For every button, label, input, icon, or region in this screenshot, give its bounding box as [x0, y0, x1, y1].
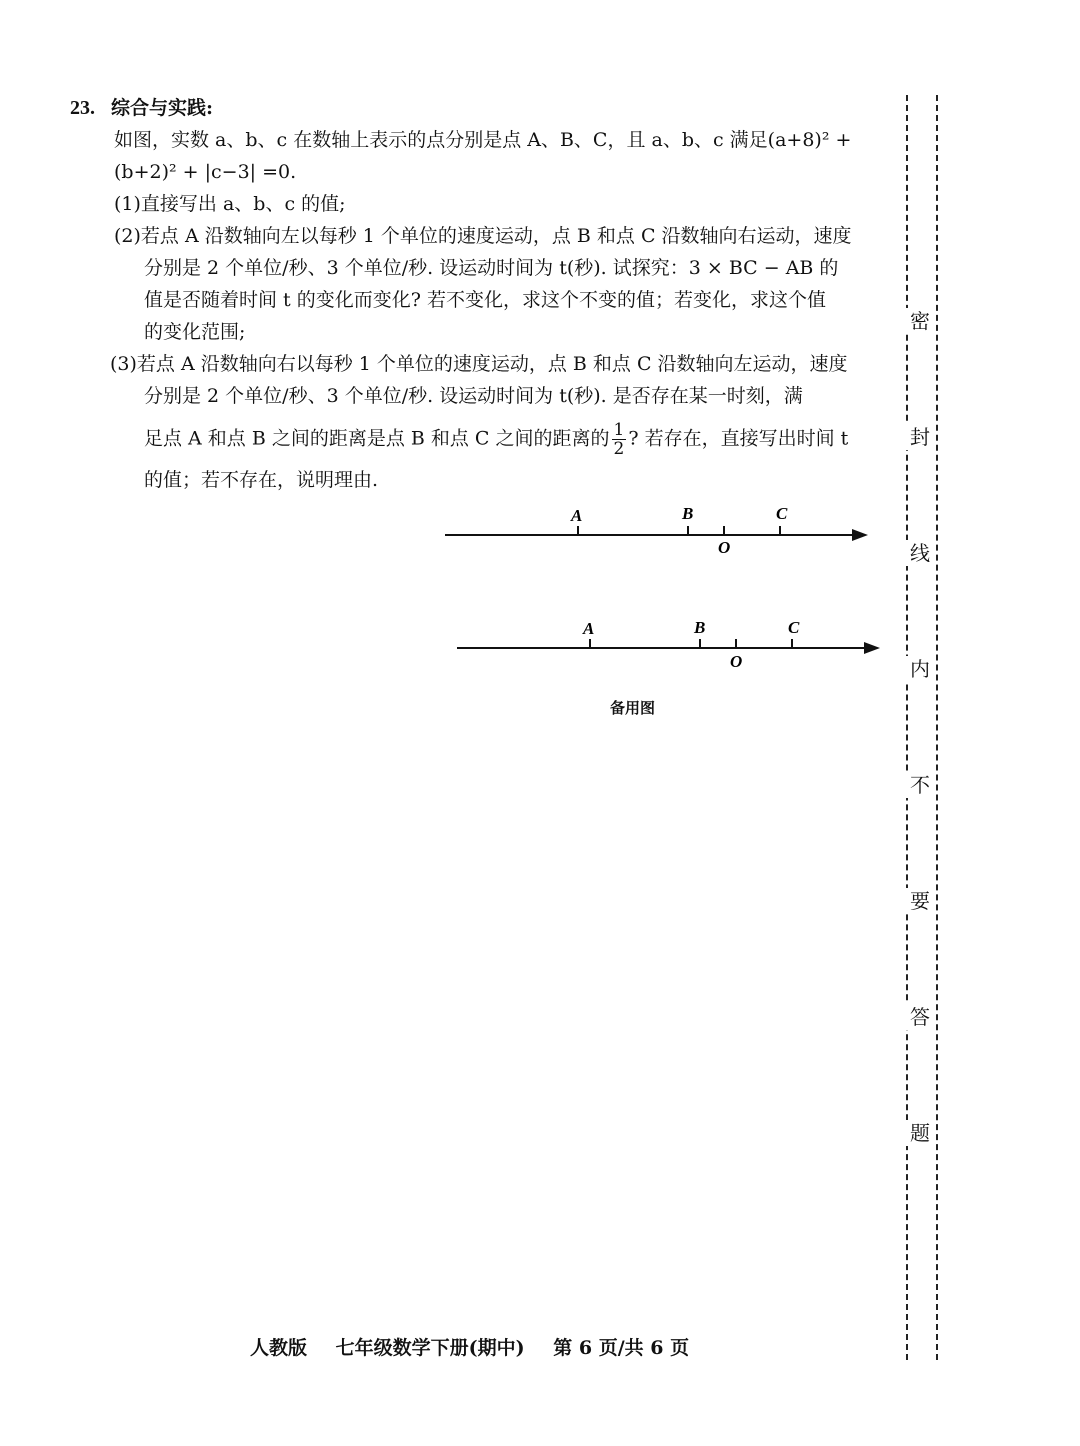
seal-char-7: 答: [905, 1004, 935, 1030]
label-a: A: [583, 619, 595, 638]
seal-dashed-line-left: [906, 95, 908, 1360]
fraction-numerator: 1: [613, 420, 625, 440]
intro-line-1: 如图，实数 a、b、c 在数轴上表示的点分别是点 A、B、C，且 a、b、c 满足(a+8)² +: [114, 129, 852, 151]
figure-caption: 备用图: [610, 699, 656, 717]
part-2-line-2: 分别是 2 个单位/秒、3 个单位/秒. 设运动时间为 t(秒). 试探究：3 × BC − AB 的: [144, 257, 839, 279]
page-footer: [250, 1333, 711, 1360]
label-b: B: [694, 618, 706, 637]
part-2-line-3: 值是否随着时间 t 的变化而变化? 若不变化，求这个不变的值；若变化，求这个值: [144, 289, 826, 311]
seal-dashed-line-right: [936, 95, 938, 1360]
label-c: C: [788, 618, 800, 637]
label-c: C: [776, 504, 788, 523]
seal-char-6: 要: [905, 888, 935, 914]
seal-char-4: 内: [905, 656, 935, 682]
axis-arrow: [852, 529, 868, 541]
label-a: A: [571, 506, 583, 525]
part-3-line-2: 分别是 2 个单位/秒、3 个单位/秒. 设运动时间为 t(秒). 是否存在某一时刻，满: [144, 385, 803, 407]
seal-char-2: 封: [905, 424, 935, 450]
number-line-2: [457, 618, 880, 671]
axis-arrow: [864, 642, 880, 654]
footer-publisher: 人教版: [250, 1337, 308, 1359]
fraction-denominator: 2: [613, 439, 625, 459]
part-2-line-4: 的变化范围;: [144, 321, 246, 343]
footer-course: 七年级数学下册(期中): [335, 1337, 525, 1359]
part-3-line-1: (3)若点 A 沿数轴向右以每秒 1 个单位的速度运动，点 B 和点 C 沿数轴向左运动，速度: [110, 353, 848, 375]
question-heading: [70, 95, 213, 121]
number-line-1: [445, 504, 868, 557]
label-o: O: [718, 538, 731, 557]
number-line-figure: [430, 495, 900, 685]
footer-page-number: 第 6 页/共 6 页: [553, 1337, 690, 1359]
label-o: O: [730, 652, 743, 671]
part-3-line-3-text: 足点 A 和点 B 之间的距离是点 B 和点 C 之间的距离的: [144, 427, 610, 450]
question-number: 23.: [70, 97, 95, 119]
part-2-line-1: (2)若点 A 沿数轴向左以每秒 1 个单位的速度运动，点 B 和点 C 沿数轴向右运动，速度: [114, 225, 852, 247]
intro-line-2: (b+2)² + |c−3| =0.: [114, 161, 297, 183]
seal-char-1: 密: [905, 308, 935, 334]
part-1: (1)直接写出 a、b、c 的值;: [114, 193, 346, 215]
part-3-line-3: [144, 421, 848, 458]
seal-char-8: 题: [905, 1120, 935, 1146]
part-3-line-4: 的值；若不存在，说明理由.: [144, 469, 379, 491]
label-b: B: [682, 504, 694, 523]
question-title: 综合与实践:: [111, 97, 214, 119]
fraction-one-half: [612, 421, 627, 458]
part-3-line-3-tail: ? 若存在，直接写出时间 t: [628, 427, 849, 450]
seal-char-5: 不: [905, 772, 935, 798]
seal-char-3: 线: [905, 540, 935, 566]
